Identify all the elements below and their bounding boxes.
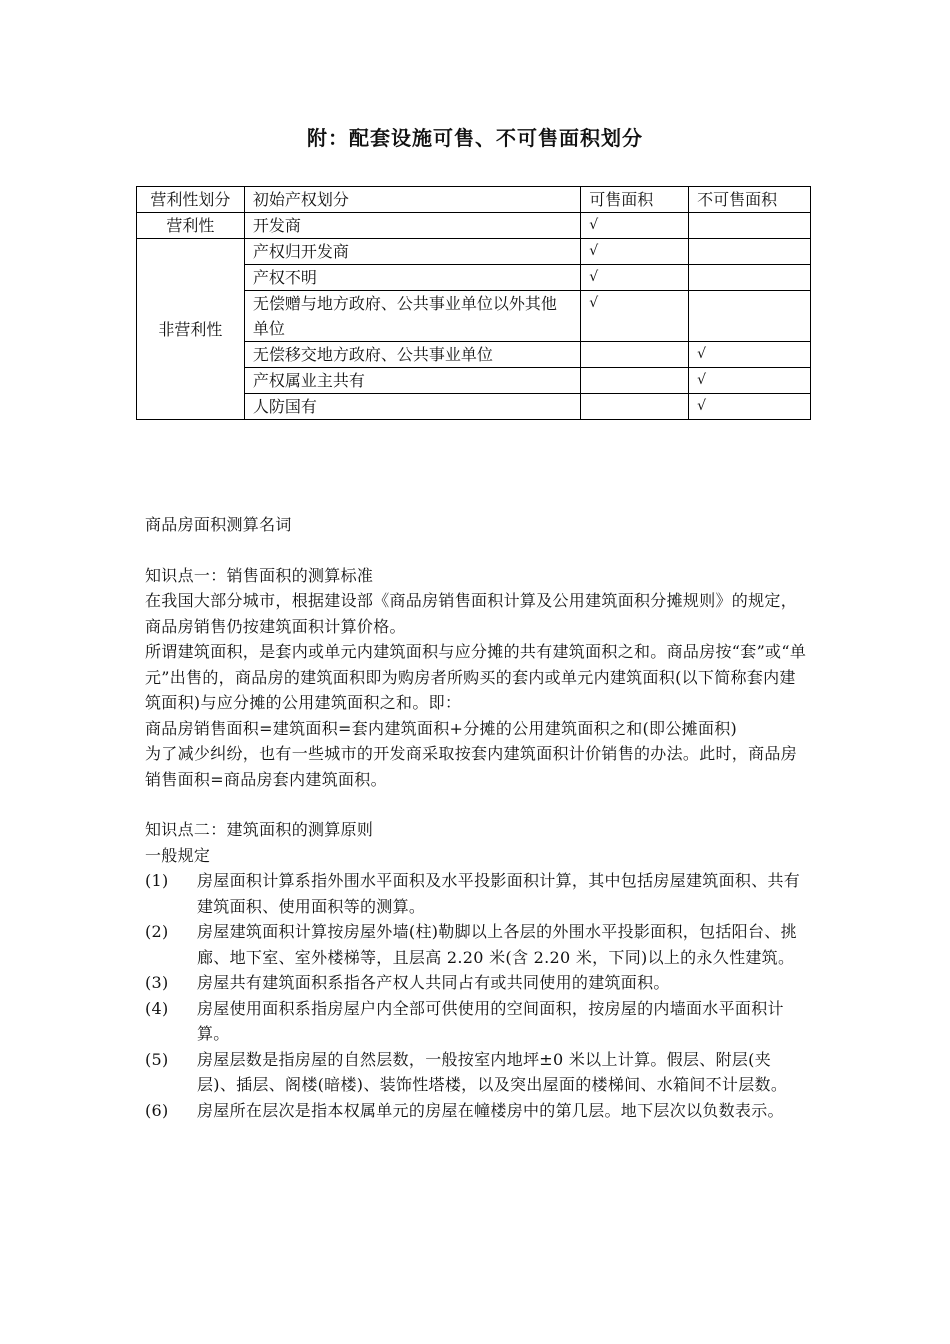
sellable-cell: √ xyxy=(581,291,689,342)
header-cell: 可售面积 xyxy=(581,187,689,213)
paragraph: 在我国大部分城市，根据建设部《商品房销售面积计算及公用建筑面积分摊规则》的规定，商品房销售仍按建筑面积计算价格。 xyxy=(145,591,798,636)
list-item-number: (3) xyxy=(145,973,169,992)
ownership-cell: 产权属业主共有 xyxy=(244,368,580,394)
table-row xyxy=(137,213,811,239)
section-title: 商品房面积测算名词 xyxy=(145,515,292,534)
list-item-text: 房屋层数是指房屋的自然层数，一般按室内地坪±0 米以上计算。假层、附层(夹层)、插层、阁楼(暗楼)、装饰性塔楼，以及突出屋面的楼梯间、水箱间不计层数。 xyxy=(197,1049,788,1094)
list-item-number: (6) xyxy=(145,1100,169,1120)
kp1-heading: 知识点一：销售面积的测算标准 xyxy=(145,565,374,585)
paragraph: 所谓建筑面积，是套内或单元内建筑面积与应分摊的共有建筑面积之和。商品房按“套”或“单元”出售的，商品房的建筑面积即为购房者所购买的套内或单元内建筑面积(以下简称套内建筑面积)与应分摊的公用建筑面积之和。即： xyxy=(145,642,807,712)
list-item xyxy=(145,868,810,919)
unsellable-cell xyxy=(689,291,811,342)
ownership-cell: 产权归开发商 xyxy=(244,239,580,265)
group-cell-profit: 营利性 xyxy=(137,213,245,239)
allocation-table xyxy=(136,186,811,420)
table-header-row xyxy=(137,187,811,213)
ownership-cell: 开发商 xyxy=(244,213,580,239)
sellable-cell xyxy=(581,342,689,368)
list-item-text: 房屋使用面积系指房屋户内全部可供使用的空间面积，按房屋的内墙面水平面积计算。 xyxy=(197,998,784,1043)
list-item-text: 房屋所在层次是指本权属单元的房屋在幢楼房中的第几层。地下层次以负数表示。 xyxy=(197,1100,784,1120)
header-cell: 营利性划分 xyxy=(137,187,245,213)
ownership-cell: 无偿移交地方政府、公共事业单位 xyxy=(244,342,580,368)
table-row xyxy=(137,239,811,265)
list-item-number: (1) xyxy=(145,871,169,890)
ownership-cell: 人防国有 xyxy=(244,394,580,420)
header-cell: 初始产权划分 xyxy=(244,187,580,213)
ownership-cell: 无偿赠与地方政府、公共事业单位以外其他单位 xyxy=(244,291,580,342)
paragraph: 商品房销售面积=建筑面积=套内建筑面积+分摊的公用建筑面积之和(即公摊面积) xyxy=(145,718,738,738)
sellable-cell xyxy=(581,394,689,420)
unsellable-cell xyxy=(689,213,811,239)
paragraph: 为了减少纠纷，也有一些城市的开发商采取按套内建筑面积计价销售的办法。此时，商品房销售面积=商品房套内建筑面积。 xyxy=(145,744,798,789)
list-item-number: (5) xyxy=(145,1049,169,1069)
list-item-number: (2) xyxy=(145,922,169,941)
list-item-text: 房屋共有建筑面积系指各产权人共同占有或共同使用的建筑面积。 xyxy=(197,973,670,992)
list-item xyxy=(145,970,810,996)
unsellable-cell: √ xyxy=(689,368,811,394)
group-cell-nonprofit: 非营利性 xyxy=(137,239,245,420)
list-item-text: 房屋建筑面积计算按房屋外墙(柱)勒脚以上各层的外围水平投影面积，包括阳台、挑廊、地下室、室外楼梯等，且层高 2.20 米(含 2.20 米，下同)以上的永久性建筑。 xyxy=(197,922,797,967)
kp2-subheading: 一般规定 xyxy=(145,845,211,865)
unsellable-cell xyxy=(689,265,811,291)
unsellable-cell xyxy=(689,239,811,265)
sellable-cell: √ xyxy=(581,213,689,239)
header-cell: 不可售面积 xyxy=(689,187,811,213)
list-item xyxy=(145,1098,810,1124)
kp2-heading: 知识点二：建筑面积的测算原则 xyxy=(145,820,374,839)
list-item-text: 房屋面积计算系指外围水平面积及水平投影面积计算，其中包括房屋建筑面积、共有建筑面积、使用面积等的测算。 xyxy=(197,871,801,916)
sellable-cell xyxy=(581,368,689,394)
ownership-cell: 产权不明 xyxy=(244,265,580,291)
unsellable-cell: √ xyxy=(689,342,811,368)
list-item xyxy=(145,1047,810,1098)
sellable-cell: √ xyxy=(581,265,689,291)
body-text xyxy=(145,512,810,1123)
list-item xyxy=(145,996,810,1047)
unsellable-cell: √ xyxy=(689,394,811,420)
list-item-number: (4) xyxy=(145,998,169,1018)
sellable-cell: √ xyxy=(581,239,689,265)
list-item xyxy=(145,919,810,970)
page-title: 附：配套设施可售、不可售面积划分 xyxy=(307,126,643,150)
